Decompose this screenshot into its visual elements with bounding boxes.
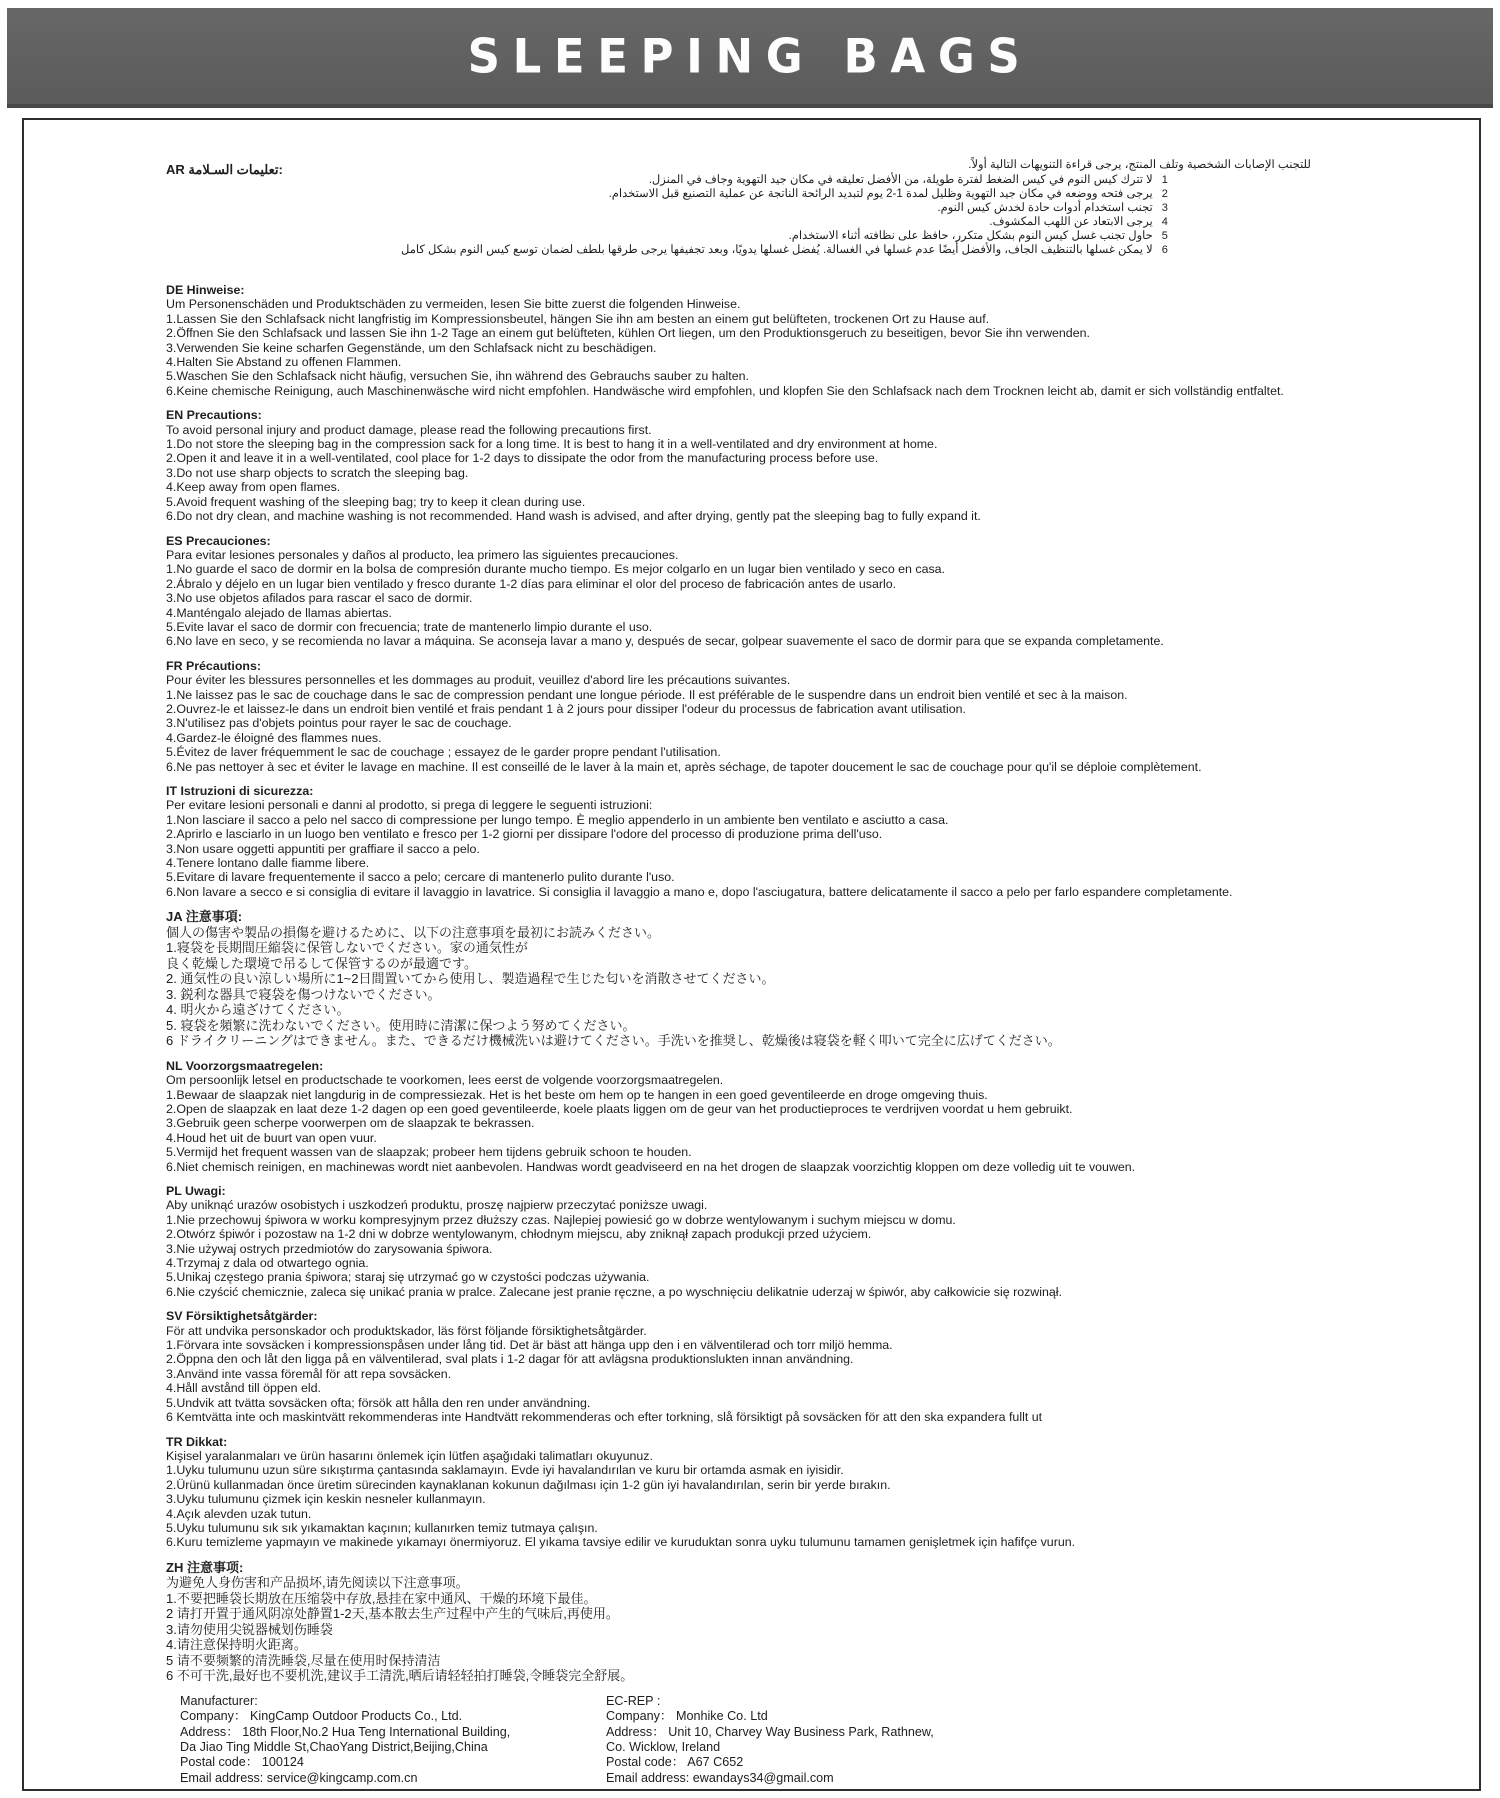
section-line: 4.请注意保持明火距离。: [166, 1637, 307, 1653]
section-line: 3.请勿使用尖锐器械划伤睡袋: [166, 1621, 333, 1637]
section-line: 5.Avoid frequent washing of the sleeping bag; try to keep it clean during use.: [166, 494, 586, 509]
manufacturer-line: Company： KingCamp Outdoor Products Co., Ltd.: [180, 1709, 463, 1724]
section-line: 6 Kemtvätta inte och maskintvätt rekommenderas inte Handtvätt rekommenderas och efter torkning, slå försiktigt på sovsäcken för att den ska expandera fullt ut: [166, 1410, 1043, 1425]
section-line: 3.No use objetos afilados para rascar el saco de dormir.: [166, 591, 473, 606]
section-header: ES Precauciones:: [166, 533, 271, 548]
section-line: 3.Gebruik geen scherpe voorwerpen om de slaapzak te bekrassen.: [166, 1116, 535, 1131]
ar-precaution-list: [401, 173, 1311, 257]
section-line: 2.Otwórz śpiwór i pozostaw na 1-2 dni w dobrze wentylowanym, chłodnym miejscu, aby zniknął zapach produkcji przed użyciem.: [166, 1227, 872, 1242]
ar-precaution-item: [401, 215, 1168, 229]
manufacturer-title: Manufacturer:: [180, 1693, 258, 1708]
ar-precaution-item: [401, 229, 1168, 243]
manufacturer-line: Postal code： 100124: [180, 1755, 304, 1770]
section-de: [166, 283, 1451, 398]
section-line: 3.Verwenden Sie keine scharfen Gegenstände, um den Schlafsack nicht zu beschädigen.: [166, 340, 657, 355]
section-line: Om persoonlijk letsel en productschade te voorkomen, lees eerst de volgende voorzorgsmaatregelen.: [166, 1073, 724, 1088]
section-line: 1.Ne laissez pas le sac de couchage dans le sac de compression pendant une longue période. Il est préférable de le suspendre dans un endroit bien ventilé et sec à la maison.: [166, 687, 1128, 702]
section-line: 1.寝袋を長期間圧縮袋に保管しないでください。家の通気性が: [166, 940, 528, 956]
section-line: 1.Lassen Sie den Schlafsack nicht langfristig im Kompressionsbeutel, hängen Sie ihn am besten an einem gut belüfteten, trockenen Ort zu Hause auf.: [166, 311, 990, 326]
ecrep-block: [606, 1694, 1451, 1786]
section-line: 2.Open it and leave it in a well-ventilated, cool place for 1-2 days to dissipate the odor from the manufacturing process before use.: [166, 451, 879, 466]
section-line: 5.Undvik att tvätta sovsäcken ofta; försök att hålla den ren under användning.: [166, 1395, 591, 1410]
ar-item-text: يرجى فتحه ووضعه في مكان جيد التهوية وظليل لمدة 1-2 يوم لتبديد الرائحة الناتجة عن عملية التصنيع قبل الاستخدام.: [608, 188, 1153, 200]
section-line: 3.Do not use sharp objects to scratch the sleeping bag.: [166, 465, 469, 480]
section-line: 4.Manténgalo alejado de llamas abiertas.: [166, 605, 392, 620]
section-line: 6 不可干洗,最好也不要机洗,建议手工清洗,晒后请轻轻拍打睡袋,令睡袋完全舒展。: [166, 1668, 634, 1684]
section-fr: [166, 659, 1451, 774]
ar-item-number: 5: [1161, 230, 1168, 242]
section-line: 4.Halten Sie Abstand zu offenen Flammen.: [166, 355, 402, 370]
section-ar: [166, 158, 1451, 257]
section-line: 1.Förvara inte sovsäcken i kompressionspåsen under lång tid. Det är bäst att hänga upp den i en välventilerad och torr miljö hemma.: [166, 1338, 893, 1353]
section-line: 5.Évitez de laver fréquemment le sac de couchage ; essayez de le garder propre pendant l'utilisation.: [166, 745, 721, 760]
section-line: 4.Håll avstånd till öppen eld.: [166, 1381, 321, 1396]
section-line: 5.Uyku tulumunu sık sık yıkamaktan kaçının; kullanırken temiz tutmaya çalışın.: [166, 1520, 598, 1535]
section-line: 6 ドライクリーニングはできません。また、できるだけ機械洗いは避けてください。手洗いを推奨し、乾燥後は寝袋を軽く叩いて完全に広げてください。: [166, 1033, 1061, 1049]
section-header: PL Uwagi:: [166, 1184, 226, 1198]
ar-precaution-item: [401, 201, 1168, 215]
ar-item-number: 2: [1161, 188, 1168, 200]
language-sections: [166, 283, 1451, 1684]
section-line: 3.Non usare oggetti appuntiti per graffiare il sacco a pelo.: [166, 841, 480, 856]
section-line: 良く乾燥した環境で吊るして保管するのが最適です。: [166, 955, 477, 971]
manufacturer-line: Email address: service@kingcamp.com.cn: [180, 1770, 418, 1785]
section-line: 3.Nie używaj ostrych przedmiotów do zarysowania śpiwora.: [166, 1241, 493, 1256]
manufacturer-block: [180, 1694, 606, 1786]
section-line: To avoid personal injury and product damage, please read the following precautions first.: [166, 422, 652, 437]
section-line: 5. 寝袋を頻繁に洗わないでください。使用時に清潔に保つよう努めてください。: [166, 1017, 636, 1033]
section-line: 6.Nie czyścić chemicznie, zaleca się unikać prania w pralce. Zalecane jest pranie ręczne, a po wyschnięciu delikatnie uderzaj w śpiwór, aby całkowicie się rozwinął.: [166, 1284, 1062, 1299]
manufacturer-lines: [180, 1709, 606, 1786]
title-banner: [7, 8, 1493, 108]
ar-item-text: لا تترك كيس النوم في كيس الضغط لفترة طويلة، من الأفضل تعليقه في مكان جيد التهوية وجاف في المنزل.: [648, 174, 1153, 186]
ar-item-text: تجنب استخدام أدوات حادة لخدش كيس النوم.: [937, 202, 1153, 214]
section-header: DE Hinweise:: [166, 283, 245, 297]
section-line: 1.Do not store the sleeping bag in the compression sack for a long time. It is best to hang it in a well-ventilated and dry environment at home.: [166, 437, 938, 452]
page-title: SLEEPING BAGS: [467, 28, 1033, 84]
ecrep-line: Co. Wicklow, Ireland: [606, 1739, 721, 1754]
ar-item-text: لا يمكن غسلها بالتنظيف الجاف، والأفضل أيضًا عدم غسلها في الغسالة. يُفضل غسلها يدويًا، وبعد تجفيفها يرجى طرقها بلطف لضمان توسع كيس النوم بشكل كامل: [401, 244, 1153, 256]
section-line: 6.Do not dry clean, and machine washing is not recommended. Hand wash is advised, and after drying, gently pat the sleeping bag to fully expand it.: [166, 509, 981, 524]
section-line: 2.Aprirlo e lasciarlo in un luogo ben ventilato e fresco per 1-2 giorni per dissipare l'odore del processo di produzione prima dell'uso.: [166, 827, 883, 842]
ar-section-label: AR تعليمات السـلامة:: [166, 162, 283, 177]
ecrep-lines: [606, 1709, 1451, 1786]
ecrep-title: EC-REP :: [606, 1693, 661, 1708]
section-line: 2 请打开置于通风阴凉处静置1-2天,基本散去生产过程中产生的气味后,再使用。: [166, 1606, 619, 1622]
section-es: [166, 534, 1451, 649]
section-line: 6.Keine chemische Reinigung, auch Maschinenwäsche wird nicht empfohlen. Handwäsche wird empfohlen, und klopfen Sie den Schlafsack nach dem Trocknen leicht ab, damit er sich vollständig entfaltet.: [166, 383, 1284, 398]
section-tr: [166, 1435, 1451, 1550]
section-line: 1.Uyku tulumunu uzun süre sıkıştırma çantasında saklamayın. Evde iyi havalandırılan ve kuru bir ortamda asmak en iyisidir.: [166, 1463, 844, 1478]
section-header: FR Précautions:: [166, 658, 262, 673]
section-line: Kişisel yaralanmaları ve ürün hasarını önlemek için lütfen aşağıdaki talimatları okuyunuz.: [166, 1448, 653, 1463]
ecrep-line: Company： Monhike Co. Ltd: [606, 1709, 768, 1724]
manufacturer-line: Address： 18th Floor,No.2 Hua Teng International Building,: [180, 1724, 511, 1739]
section-line: 2.Öffnen Sie den Schlafsack und lassen Sie ihn 1-2 Tage an einem gut belüfteten, kühlen Ort liegen, um den Produktionsgeruch zu beseitigen, bevor Sie ihn verwenden.: [166, 326, 1090, 341]
section-line: 4.Tenere lontano dalle fiamme libere.: [166, 856, 370, 871]
ar-text-block: [401, 158, 1456, 257]
section-line: 1.No guarde el saco de dormir en la bolsa de compresión durante mucho tiempo. Es mejor colgarlo en un lugar bien ventilado y seco en casa.: [166, 562, 945, 577]
ar-intro-line: للتجنب الإصابات الشخصية وتلف المنتج، يرجى قراءة التنويهات التالية أولاً.: [968, 159, 1311, 171]
section-line: 1.Nie przechowuj śpiwora w worku kompresyjnym przez dłuższy czas. Najlepiej powiesić go w dobrze wentylowanym i suchym miejscu w domu.: [166, 1212, 956, 1227]
section-header: EN Precautions:: [166, 408, 262, 423]
section-line: 5.Vermijd het frequent wassen van de slaapzak; probeer hem tijdens gebruik schoon te houden.: [166, 1145, 692, 1160]
ar-precaution-item: [401, 173, 1168, 187]
section-sv: [166, 1309, 1451, 1424]
section-line: 4. 明火から遠ざけてください。: [166, 1002, 350, 1018]
ar-item-number: 1: [1161, 174, 1168, 186]
section-line: 5.Evitare di lavare frequentemente il sacco a pelo; cercare di mantenerlo pulito durante l'uso.: [166, 870, 675, 885]
footer: [166, 1694, 1451, 1786]
section-line: 4.Houd het uit de buurt van open vuur.: [166, 1130, 377, 1145]
ecrep-line: Postal code： A67 C652: [606, 1755, 744, 1770]
section-line: 2.Ábralo y déjelo en un lugar bien ventilado y fresco durante 1-2 días para eliminar el olor del proceso de fabricación antes de usarlo.: [166, 576, 897, 591]
section-line: Aby uniknąć urazów osobistych i uszkodzeń produktu, proszę najpierw przeczytać poniższe uwagi.: [166, 1198, 708, 1213]
section-line: 5.Evite lavar el saco de dormir con frecuencia; trate de mantenerlo limpio durante el uso.: [166, 619, 653, 634]
section-line: 6.Non lavare a secco e si consiglia di evitare il lavaggio in lavatrice. Si consiglia il lavaggio a mano e, dopo l'asciugatura, battere delicatamente il sacco a pelo per farlo espandere completamente.: [166, 884, 1233, 899]
section-header: NL Voorzorgsmaatregelen:: [166, 1058, 324, 1073]
section-line: 3. 鋭利な器具で寝袋を傷つけないでください。: [166, 986, 441, 1002]
section-line: För att undvika personskador och produktskador, läs först följande försiktighetsåtgärder.: [166, 1323, 647, 1338]
section-line: 1.Bewaar de slaapzak niet langdurig in de compressiezak. Het is het beste om hem op te hangen in een goed geventileerde en droge omgeving thuis.: [166, 1087, 988, 1102]
section-line: 为避免人身伤害和产品损坏,请先阅读以下注意事项。: [166, 1575, 469, 1591]
ar-precaution-item: [401, 187, 1168, 201]
section-line: 3.Använd inte vassa föremål för att repa sovsäcken.: [166, 1366, 452, 1381]
section-line: 5.Waschen Sie den Schlafsack nicht häufig, versuchen Sie, ihn während des Gebrauchs sauber zu halten.: [166, 369, 749, 384]
ar-precaution-item: [401, 243, 1168, 257]
section-line: 6.Ne pas nettoyer à sec et éviter le lavage en machine. Il est conseillé de le laver à la main et, après séchage, de tapoter doucement le sac de couchage pour qu'il se déploie complètement.: [166, 759, 1202, 774]
section-line: 個人の傷害や製品の損傷を避けるために、以下の注意事項を最初にお読みください。: [166, 924, 661, 940]
content-box: [22, 118, 1481, 1791]
ar-item-number: 3: [1161, 202, 1168, 214]
section-line: 3.N'utilisez pas d'objets pointus pour rayer le sac de couchage.: [166, 716, 512, 731]
section-it: [166, 784, 1451, 899]
ar-item-text: يرجى الابتعاد عن اللهب المكشوف.: [989, 216, 1153, 228]
section-zh: [166, 1560, 1451, 1684]
section-line: 2.Öppna den och låt den ligga på en välventilerad, sval plats i 1-2 dagar för att avlägsna produktionslukten innan användning.: [166, 1352, 854, 1367]
section-line: 2.Ürünü kullanmadan önce üretim sürecinden kaynaklanan kokunun dağılması için 1-2 gün iyi havalandırılan, serin bir yerde bırakın.: [166, 1477, 891, 1492]
section-line: 4.Trzymaj z dala od otwartego ognia.: [166, 1256, 369, 1271]
section-line: 6.No lave en seco, y se recomienda no lavar a máquina. Se aconseja lavar a mano y, después de secar, golpear suavemente el saco de dormir para que se expanda completamente.: [166, 634, 1164, 649]
ecrep-line: Email address: ewandays34@gmail.com: [606, 1770, 834, 1785]
section-header: SV Försiktighetsåtgärder:: [166, 1309, 318, 1324]
section-line: 1.不要把睡袋长期放在压缩袋中存放,悬挂在家中通风、干燥的环境下最佳。: [166, 1590, 597, 1606]
section-line: 2.Ouvrez-le et laissez-le dans un endroit bien ventilé et frais pendant 1 à 2 jours pour dissiper l'odeur du processus de fabrication avant utilisation.: [166, 701, 966, 716]
section-header: JA 注意事項:: [166, 909, 243, 925]
section-header: IT Istruzioni di sicurezza:: [166, 784, 314, 798]
ecrep-line: Address： Unit 10, Charvey Way Business Park, Rathnew,: [606, 1724, 934, 1739]
section-line: Pour éviter les blessures personnelles et les dommages au produit, veuillez d'abord lire les précautions suivantes.: [166, 673, 791, 688]
section-line: 6.Kuru temizleme yapmayın ve makinede yıkamayı önermiyoruz. El yıkama tavsiye edilir ve kuruduktan sonra uyku tulumunu tamamen genişletmek için hafifçe vurun.: [166, 1535, 1076, 1550]
section-line: 4.Gardez-le éloigné des flammes nues.: [166, 730, 382, 745]
section-pl: [166, 1184, 1451, 1299]
section-line: 3.Uyku tulumunu çizmek için keskin nesneler kullanmayın.: [166, 1492, 486, 1507]
section-nl: [166, 1059, 1451, 1174]
section-line: 5.Unikaj częstego prania śpiwora; staraj się utrzymać go w czystości podczas używania.: [166, 1270, 650, 1285]
ar-item-number: 6: [1161, 244, 1168, 256]
section-line: 6.Niet chemisch reinigen, en machinewas wordt niet aanbevolen. Handwas wordt geadviseerd en na het drogen de slaapzak voorzichtig kloppen om deze volledig uit te vouwen.: [166, 1159, 1136, 1174]
section-header: TR Dikkat:: [166, 1434, 228, 1449]
section-header: ZH 注意事项:: [166, 1559, 244, 1575]
manufacturer-line: Da Jiao Ting Middle St,ChaoYang District,Beijing,China: [180, 1739, 488, 1754]
section-line: 5 请不要频繁的清洗睡袋,尽量在使用时保持清洁: [166, 1652, 441, 1668]
section-line: 2.Open de slaapzak en laat deze 1-2 dagen op een goed geventileerde, koele plaats liggen om de geur van het productieproces te verdrijven voordat u hem gebruikt.: [166, 1101, 1073, 1116]
ar-item-text: حاول تجنب غسل كيس النوم بشكل متكرر، حافظ على نظافته أثناء الاستخدام.: [788, 230, 1153, 242]
section-line: 4.Keep away from open flames.: [166, 480, 341, 495]
section-ja: [166, 909, 1451, 1049]
section-line: 2. 通気性の良い涼しい場所に1~2日間置いてから使用し、製造過程で生じた匂いを消散させてください。: [166, 971, 775, 987]
section-line: Para evitar lesiones personales y daños al producto, lea primero las siguientes precauciones.: [166, 547, 679, 562]
section-line: Per evitare lesioni personali e danni al prodotto, si prega di leggere le seguenti istruzioni:: [166, 798, 653, 813]
ar-item-number: 4: [1161, 216, 1168, 228]
section-en: [166, 408, 1451, 523]
section-line: 4.Açık alevden uzak tutun.: [166, 1506, 312, 1521]
section-line: 1.Non lasciare il sacco a pelo nel sacco di compressione per lungo tempo. È meglio appenderlo in un ambiente ben ventilato e asciutto a casa.: [166, 812, 949, 827]
section-line: Um Personenschäden und Produktschäden zu vermeiden, lesen Sie bitte zuerst die folgenden Hinweise.: [166, 297, 741, 312]
